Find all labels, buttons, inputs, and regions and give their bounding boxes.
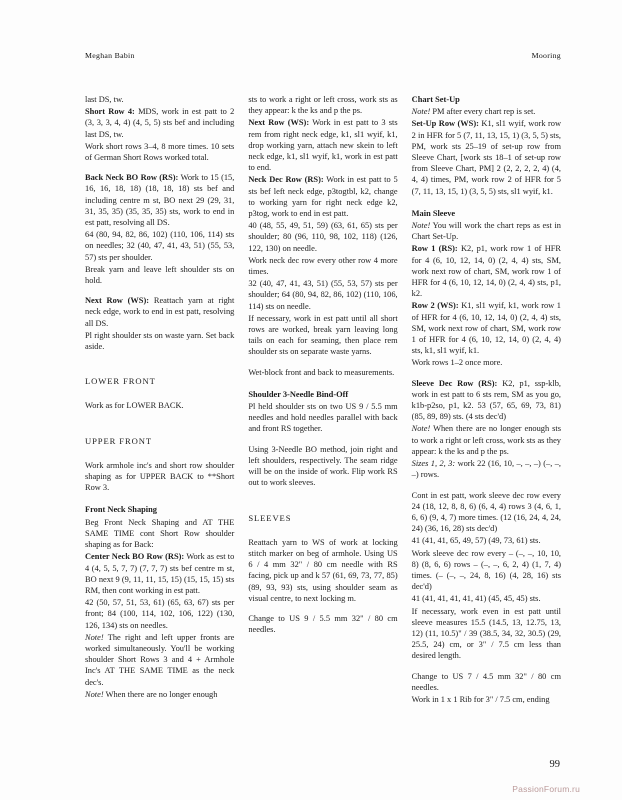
paragraph (85, 229, 234, 263)
paragraph-text: You will work the chart reps as est in Chart Set-Up. (411, 221, 561, 242)
instruction-lead: Set-Up Row (WS): (411, 119, 479, 129)
instruction-lead: Next Row (WS): (248, 118, 310, 128)
paragraph-text: Work armhole inc's and short row shoulder shaping as for UPPER BACK to **Short Row 3. (85, 460, 235, 493)
note-lead: Note! (411, 221, 431, 231)
paragraph-text: When there are no longer enough sts to work a right or left cross, work sts as they appear: k the ks and p the ps. (411, 424, 561, 456)
paragraph-text: Reattach yarn to WS of work at locking stitch marker on beg of armhole. Using US 6 / 4 mm 32" / 80 cm needle with RS facing, pick up and k 57 (61, 69, 73, 77, 85) (89, 93, 93) sts, using shoulder seam as visual centre, to next locking m. (248, 537, 398, 603)
sub-heading: Chart Set-Up (411, 95, 460, 104)
paragraph-text: Using 3-Needle BO method, join right and left shoulders, respectively. The seam ridge will be on the inside of work. Flip work RS out to work sleeves. (248, 444, 398, 488)
instruction-lead: Row 2 (WS): (411, 301, 459, 311)
paragraph (85, 632, 234, 688)
paragraph-text: PM after every chart rep is set. (432, 107, 536, 117)
paragraph (85, 264, 234, 286)
page-number: 99 (549, 759, 560, 770)
note-lead: Note! (411, 107, 431, 117)
paragraph-text: K2, p1, ssp-klb, work in est patt to 6 sts rem, SM as you go, k1b-p2so, p1, k2. 53 (57, 65, 69, 73, 81) (85, 89, 89) sts. (4 sts dec'd) (411, 378, 561, 422)
section-heading: LOWER FRONT (85, 376, 156, 387)
paragraph-text: Wet-block front and back to measurements. (248, 367, 395, 377)
paragraph-text: K1, sl1 wyif, work row 2 in HFR for 5 (7, 11, 13, 15, 1) (3, 5, 5) sts, PM, work sts 25–19 of set-up row from Sleeve Chart, [work sts 18–1 of set-up row from Sleeve Chart, PM] 2 (2, 2, 2, 2, 4) (4, 4, 4) times, PM, work row 2 of HFR for 5 (7, 11, 13, 15, 1) (3, 5, 5) sts, sl1 wyif, k1. (411, 119, 561, 196)
paragraph-text: Work sleeve dec row every – (–, –, 10, 10, 8) (8, 6, 6) rows – (–, –, 6, 2, 4) (1, 7, 4) times. (– (–, –, 24, 8, 16) (4, 28, 16) sts dec'd) (411, 548, 561, 592)
instruction-lead: Back Neck BO Row (RS): (85, 173, 179, 183)
paragraph-text: 42 (50, 57, 51, 53, 61) (65, 63, 67) sts per front; 84 (100, 114, 102, 106, 122) (130, 126, 134) sts on needles. (85, 598, 235, 630)
paragraph-text: 32 (40, 47, 41, 43, 51) (55, 53, 57) sts per shoulder; 64 (80, 94, 82, 86, 102) (110, 106, 114) sts on needle. (248, 279, 398, 311)
paragraph-text: If necessary, work in est patt until all short rows are worked, break yarn leaving long tails on each for seaming, then place rem shoulder sts on separate waste yarns. (248, 313, 398, 357)
sub-heading: Front Neck Shaping (85, 505, 157, 515)
sub-heading: Main Sleeve (411, 208, 456, 218)
paragraph (412, 357, 561, 368)
note-lead: Sizes 1, 2, 3: (411, 459, 456, 469)
instruction-lead: Sleeve Dec Row (RS): (411, 378, 498, 388)
paragraph (248, 255, 397, 277)
paragraph-text: Work rows 1–2 once more. (411, 358, 503, 368)
author-name: Meghan Babin (85, 51, 135, 60)
paragraph-text: 41 (41, 41, 41, 41, 41) (45, 45, 45) sts. (411, 594, 541, 604)
section-heading: UPPER FRONT (85, 435, 152, 446)
paragraph (412, 593, 561, 604)
paragraph (412, 423, 561, 457)
paragraph-text: Change to US 9 / 5.5 mm 32" / 80 cm needles. (248, 613, 398, 635)
sub-heading: Shoulder 3-Needle Bind-Off (248, 389, 349, 399)
pattern-title: Mooring (531, 51, 561, 60)
paragraph-text: K2, p1, work row 1 of HFR for 4 (6, 10, 12, 14, 0) (2, 4, 4) sts, SM, work next row of chart, SM, work row 1 of HFR for 4 (6, 10, 12, 14, 0) (2, 4, 4) sts, p1, k2. (411, 244, 561, 299)
paragraph-text: Break yarn and leave left shoulder sts on hold. (85, 264, 235, 286)
paragraph (248, 313, 397, 358)
paragraph (248, 444, 397, 489)
paragraph (85, 94, 234, 105)
paragraph-text: Work in est patt to 5 sts bef left neck edge, p3togtbl, k2, change to working yarn for right neck edge k2, p3tog, work to end in est patt. (248, 175, 398, 219)
paragraph (412, 378, 561, 423)
paragraph-text: sts to work a right or left cross, work sts as they appear: k the ks and p the ps. (248, 95, 398, 116)
paragraph (248, 94, 397, 116)
note-lead: Note! (85, 689, 104, 699)
paragraph (85, 106, 234, 140)
paragraph-text: Work as est to 4 (4, 5, 5, 7, 7) (7, 7, 7) sts bef centre m st, BO next 9 (9, 11, 11, 15, 15) (15, 15, 15) sts RM, then cont working in est patt. (85, 552, 235, 595)
paragraph (412, 548, 561, 593)
paragraph-text: Reattach yarn at right neck edge, work to end in est patt, resolving all DS. (85, 296, 235, 328)
paragraph (412, 118, 561, 196)
paragraph (85, 141, 234, 163)
paragraph (412, 458, 561, 480)
instruction-lead: Neck Dec Row (RS): (248, 175, 324, 185)
paragraph-text: If necessary, work even in est patt until sleeve measures 15.5 (14.5, 13, 12.75, 13, 12) (11, 10.5)" / 39 (38.5, 34, 32, 30.5) (29, 25.5, 24) cm, or 3" / 7.5 cm less than desired length. (411, 606, 561, 661)
paragraph (412, 243, 561, 299)
paragraph (412, 694, 561, 705)
paragraph-text: K1, sl1 wyif, k1, work row 1 of HFR for 4 (6, 10, 12, 14, 0) (2, 4, 4) sts, SM, work next row of chart, SM, work row 1 of HFR for 4 (6, 10, 12, 14, 0) (2, 4, 4) sts, k1, sl1 wyif, k1. (411, 301, 561, 356)
paragraph (248, 220, 397, 254)
paragraph (248, 537, 397, 604)
paragraph (85, 400, 234, 411)
paragraph (412, 106, 561, 117)
paragraph-text: 41 (41, 41, 65, 49, 57) (49, 73, 61) sts. (411, 536, 541, 546)
instruction-lead: Row 1 (RS): (411, 244, 458, 254)
paragraph-text: Pl right shoulder sts on waste yarn. Set back aside. (85, 330, 235, 352)
paragraph (248, 401, 397, 435)
paragraph (412, 300, 561, 356)
paragraph-text: Beg Front Neck Shaping and AT THE SAME TIME cont Short Row shoulder shaping as for Back: (85, 517, 235, 550)
paragraph-text: Work neck dec row every other row 4 more times. (248, 255, 398, 277)
paragraph-text: The right and left upper fronts are worked simultaneously. You'll be working shoulder Short Rows 3 and 4 + Armhole Inc's AT THE SAME TIME as the neck dec's. (85, 632, 235, 687)
paragraph (248, 174, 397, 219)
paragraph-text: When there are no longer enough (105, 689, 218, 699)
paragraph-text: MDS, work in est patt to 2 (3, 3, 3, 4, 4) (4, 5, 5) sts bef and including last DS, tw. (85, 107, 235, 139)
paragraph (248, 613, 397, 635)
paragraph-text: Work to 15 (15, 16, 16, 18, 18) (18, 18, 18) sts bef and including centre m st, BO next 29 (29, 31, 31, 35, 35) (35, 35, 35) sts, work to end in est patt, resolving all DS. (85, 173, 235, 228)
paragraph (85, 597, 234, 631)
paragraph (85, 460, 234, 494)
instruction-lead: Next Row (WS): (85, 296, 150, 306)
paragraph-text: Work short rows 3–4, 8 more times. 10 sets of German Short Rows worked total. (85, 141, 235, 163)
paragraph (248, 278, 397, 312)
paragraph-text: Pl held shoulder sts on two US 9 / 5.5 mm needles and hold needles parallel with back and front RS together. (248, 402, 398, 434)
paragraph (248, 367, 397, 378)
columns (85, 94, 561, 706)
paragraph (412, 606, 561, 662)
paragraph (412, 490, 561, 535)
paragraph (85, 295, 234, 329)
paragraph (412, 535, 561, 546)
watermark: PassionForum.ru (512, 784, 580, 794)
instruction-lead: Center Neck BO Row (RS): (85, 552, 185, 562)
column-3 (412, 94, 561, 706)
paragraph-text: Cont in est patt, work sleeve dec row every 24 (18, 12, 8, 8, 6) (6, 4, 4) rows 3 (4, 6, 1, 6, 6) (9, 4, 7) more times. (12 (16, 24, 4, 24, 24) (36, 16, 28) sts dec'd) (411, 490, 561, 534)
note-lead: Note! (85, 632, 104, 642)
column-1 (85, 94, 234, 701)
paragraph-text: Change to US 7 / 4.5 mm 32" / 80 cm needles. (411, 671, 561, 692)
column-2 (248, 94, 397, 636)
section-heading: SLEEVES (248, 512, 292, 523)
paragraph (85, 551, 234, 596)
paragraph (85, 172, 234, 228)
paragraph (85, 517, 234, 551)
paragraph-text: 64 (80, 94, 82, 86, 102) (110, 106, 114) sts on needles; 32 (40, 47, 41, 43, 51) (55, 53, 57) sts per shoulder. (85, 230, 235, 262)
paragraph-text: Work as for LOWER BACK. (85, 401, 184, 411)
paragraph-text: last DS, tw. (85, 95, 124, 104)
paragraph (248, 117, 397, 173)
paragraph-text: Work in 1 x 1 Rib for 3" / 7.5 cm, ending (411, 694, 550, 704)
paragraph (412, 220, 561, 242)
paragraph (85, 689, 234, 700)
paragraph-text: Work in est patt to 3 sts rem from right neck edge, k1, sl1 wyif, k1, drop working yarn, attach new skein to left neck edge, k1, sl1 wyif, k1, work in est patt to end. (248, 118, 398, 173)
paragraph-text: 40 (48, 55, 49, 51, 59) (63, 61, 65) sts per shoulder; 80 (96, 110, 98, 102, 118) (126, 122, 130) on needle. (248, 221, 398, 253)
paragraph-text: work 22 (16, 10, –, –, –) (–, –, –) rows. (411, 459, 561, 480)
paragraph (412, 671, 561, 693)
page-header (85, 51, 561, 60)
paragraph (85, 330, 234, 352)
instruction-lead: Short Row 4: (85, 107, 135, 117)
note-lead: Note! (411, 424, 431, 434)
